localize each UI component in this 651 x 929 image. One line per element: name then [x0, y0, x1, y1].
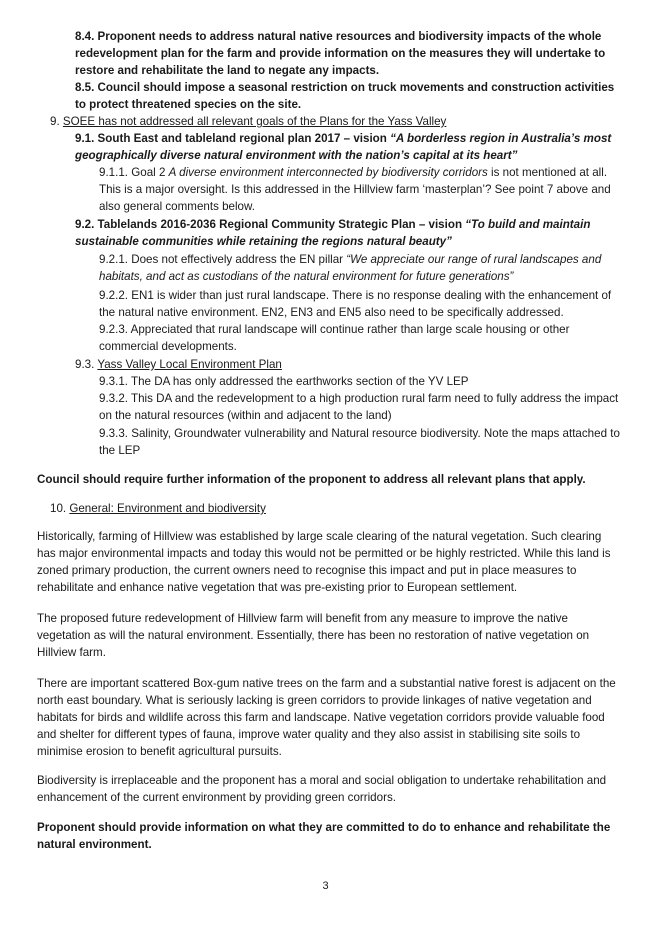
- item-9-1-1: [99, 164, 621, 215]
- item-9-1: [75, 130, 620, 164]
- page-number: 3: [322, 880, 329, 892]
- section-9-heading: [50, 113, 620, 130]
- item-9-2-head: 9.2. Tablelands 2016-2036 Regional Community Strategic Plan – vision: [75, 218, 466, 231]
- item-9-2-vision: “To build and maintain sustainable communities while retaining the regions natural beauty”: [75, 218, 591, 248]
- section-10-heading: [50, 500, 620, 517]
- item-9-1-head: 9.1. South East and tableland regional plan 2017 – vision: [75, 132, 391, 145]
- item-9-2-1-pre: 9.2.1. Does not effectively address the EN pillar: [99, 253, 347, 266]
- item-9-3-3: 9.3.3. Salinity, Groundwater vulnerability and Natural resource biodiversity. Note the maps attached to the LEP: [99, 427, 620, 457]
- item-9-3: [75, 356, 620, 373]
- item-9-2-3: 9.2.3. Appreciated that rural landscape will continue rather than large scale housing or other commercial developments.: [99, 323, 570, 353]
- proponent-statement: Proponent should provide information on what they are committed to do to enhance and rehabilitate the natural environment.: [37, 821, 611, 851]
- item-8-4: 8.4. Proponent needs to address natural native resources and biodiversity impacts of the whole redevelopment plan for the farm and provide information on the measures they will undertake to restore and rehabilitate the land to negate any impacts.: [75, 30, 606, 77]
- section-9-title: SOEE has not addressed all relevant goals of the Plans for the Yass Valley: [62, 115, 447, 128]
- section-10-number: 10.: [50, 502, 70, 515]
- item-9-3-number: 9.3.: [75, 358, 98, 371]
- paragraph-2: The proposed future redevelopment of Hillview farm will benefit from any measure to improve the native vegetation as will the natural environment. Essentially, there has been no restoration of native vegetation on Hillview farm.: [37, 612, 590, 659]
- item-9-2-1: [99, 251, 621, 285]
- item-9-3-2: 9.3.2. This DA and the redevelopment to a high production rural farm need to fully address the impact on the natural resources (within and adjacent to the land): [99, 392, 619, 422]
- item-9-2-1-quote: “We appreciate our range of rural landscapes and habitats, and act as custodians of the natural environment for future generations”: [99, 253, 602, 283]
- council-statement: Council should require further information of the proponent to address all relevant plans that apply.: [37, 473, 586, 486]
- item-9-3-1: 9.3.1. The DA has only addressed the earthworks section of the YV LEP: [99, 375, 469, 388]
- section-10-title: General: Environment and biodiversity: [69, 502, 266, 515]
- paragraph-1: Historically, farming of Hillview was established by large scale clearing of the natural vegetation. Such clearing has major environmental impacts and today this would not be permitted or be highly restricted. While this land is zoned primary production, the current owners need to recognise this impact and put in place measures to rehabilitate and enhance native vegetation that was pre-existing prior to European settlement.: [37, 530, 611, 594]
- item-9-1-1-goal: A diverse environment interconnected by biodiversity corridors: [168, 166, 488, 179]
- item-9-2-2: 9.2.2. EN1 is wider than just rural landscape. There is no response dealing with the enhancement of the natural native environment. EN2, EN3 and EN5 also need to be specifically addressed.: [99, 289, 612, 319]
- item-9-2: [75, 216, 620, 250]
- paragraph-4: Biodiversity is irreplaceable and the proponent has a moral and social obligation to undertake rehabilitation and enhancement of the current environment by providing green corridors.: [37, 774, 607, 804]
- item-9-3-title: Yass Valley Local Environment Plan: [97, 358, 282, 371]
- item-8-5: 8.5. Council should impose a seasonal restriction on truck movements and construction activities to protect threatened species on the site.: [75, 81, 615, 111]
- section-9-number: 9.: [50, 115, 63, 128]
- item-9-1-vision: “A borderless region in Australia’s most geographically diverse natural environment with the nation’s capital at its heart”: [75, 132, 612, 162]
- item-9-1-1-post: is not mentioned at all. This is a major oversight. Is this addressed in the Hillview farm ‘masterplan’? See point 7 above and also general comments below.: [99, 166, 611, 213]
- item-9-1-1-pre: 9.1.1. Goal 2: [99, 166, 169, 179]
- paragraph-3: There are important scattered Box-gum native trees on the farm and a substantial native forest is adjacent on the north east boundary. What is seriously lacking is green corridors to provide linkages of native vegetation and habitats for birds and wildlife across this farm and landscape. Native vegetation corridors provide valuable food and shelter for different types of fauna, improve water quality and they also assist in stabilising site soils to minimise erosion to benefit agricultural pursuits.: [37, 677, 616, 758]
